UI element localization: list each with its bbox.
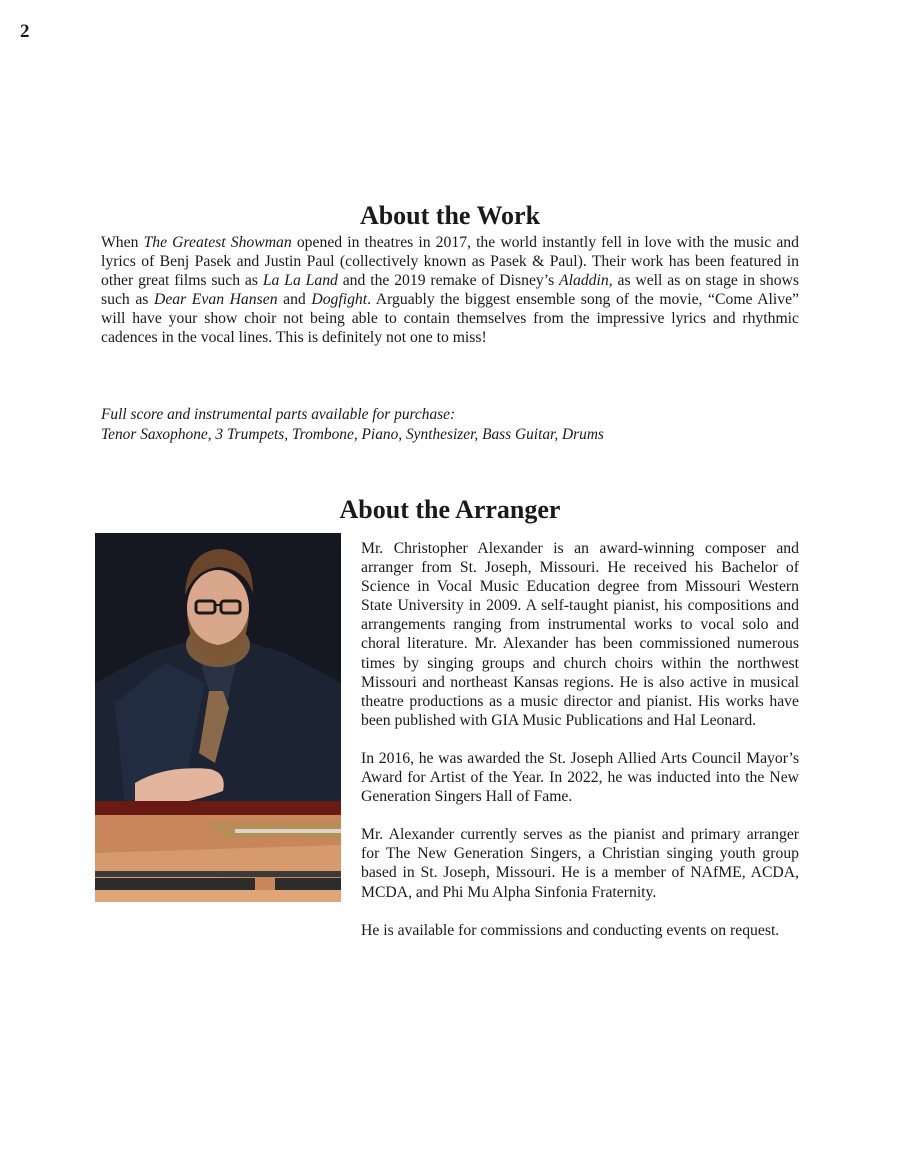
title-italic: La La Land xyxy=(262,272,338,289)
about-arranger-heading: About the Arranger xyxy=(339,495,561,524)
text-segment: opened in theatres in 2017, the world instantly fell in love with the music and lyrics of Benj Pasek and Justin Paul (collectively known as Pasek & Paul). Their work has been featured in other great films such as xyxy=(101,234,799,289)
instrumental-parts-note xyxy=(101,405,821,445)
text-segment: , as well as on stage in shows such as xyxy=(101,272,799,308)
text-segment: When xyxy=(101,234,144,251)
text-segment: . Arguably the biggest ensemble song of the movie, “Come Alive” will have your show choir not being able to contain themselves from the impressive lyrics and rhythmic cadences in the vocal lines. This is definitely not one to miss! xyxy=(101,291,800,346)
bio-paragraph: Mr. Alexander currently serves as the pianist and primary arranger for The New Generation Singers, a Christian singing youth group based in St. Joseph, Missouri. He is a member of NAfME, ACDA, MCDA, and Phi Mu Alpha Sinfonia Fraternity. xyxy=(361,826,799,901)
title-italic: Dear Evan Hansen xyxy=(153,291,278,308)
about-work-heading: About the Work xyxy=(359,201,541,230)
text-segment: and xyxy=(277,291,312,308)
about-work-paragraph xyxy=(101,233,799,347)
parts-instrument-list: Tenor Saxophone, 3 Trumpets, Trombone, Piano, Synthesizer, Bass Guitar, Drums xyxy=(101,426,604,443)
text-segment: and the 2019 remake of Disney’s xyxy=(337,272,560,289)
arranger-photo xyxy=(95,533,341,902)
title-italic: The Greatest Showman xyxy=(143,234,292,251)
parts-availability-line: Full score and instrumental parts available for purchase: xyxy=(101,406,456,423)
title-italic: Dogfight xyxy=(311,291,368,308)
page-number: 2 xyxy=(20,21,30,42)
bio-paragraph: He is available for commissions and conducting events on request. xyxy=(361,921,780,939)
title-italic: Aladdin xyxy=(559,272,609,289)
bio-paragraph: Mr. Christopher Alexander is an award-winning composer and arranger from St. Joseph, Missouri. He received his Bachelor of Science in Vocal Music Education degree from Missouri Western State University in 2009. A self-taught pianist, his compositions and arrangements ranging from instrumental works to vocal solo and choral literature. Mr. Alexander has been commissioned numerous times by singing groups and church choirs within the northwest Missouri and northeast Kansas regions. He is also active in musical theatre productions as a music director and pianist. His works have been published with GIA Music Publications and Hal Leonard. xyxy=(361,540,799,729)
arranger-biography xyxy=(361,539,799,959)
bio-paragraph: In 2016, he was awarded the St. Joseph Allied Arts Council Mayor’s Award for Artist of the Year. In 2022, he was inducted into the New Generation Singers Hall of Fame. xyxy=(361,749,799,806)
